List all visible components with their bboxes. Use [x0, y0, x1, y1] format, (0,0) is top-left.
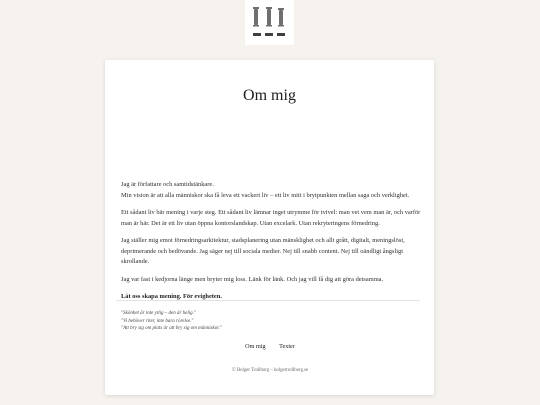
section-divider: [116, 300, 420, 301]
nav-item-om-mig[interactable]: Om mig: [245, 343, 266, 350]
quote-3: "Att bry sig om plats är att bry sig om människor.": [121, 326, 223, 332]
logo-icon[interactable]: [245, 0, 294, 45]
nav-item-texter[interactable]: Texter: [279, 343, 295, 350]
page-title: Om mig: [243, 87, 296, 104]
quote-list: [121, 310, 401, 333]
closing-statement: Låt oss skapa mening. För evigheten.: [121, 292, 222, 300]
footer-nav: [0, 343, 540, 350]
footer-copyright: © Holger Trollborg – holgertrollborg.se: [231, 368, 309, 373]
about-content: [121, 180, 426, 309]
paragraph-1: Jag är författare och samtidstänkare. Min vision är att alla människor ska få leva ett vackert liv – ett liv mitt i brytpunkten mellan saga och verklighet.: [121, 181, 410, 199]
paragraph-3: Jag ställer mig emot förnedringsarkitektur, stadsplanering utan mänsklighet och allt grått, digitalt, meningslöst, deprimerande och bedövande. Jag säger nej till sociala medier. Nej till snabb content. Nej till oändligt ångsligt skrollande.: [121, 236, 405, 266]
logo-columns-icon: [245, 0, 294, 45]
paragraph-2: Ett sådant liv bär mening i varje steg. Ett sådant liv lämnar inget utrymme för tvivel: man vet vem man är, och varför man är här. Det är ett liv utan öppna kontorslandskap. Utan excelark. Utan rekryteringens förnedring.: [121, 208, 421, 227]
quote-1: "Skönhet är inte ytlig – den är helig.": [121, 311, 197, 316]
quote-2: "Vi behöver riter, inte bara rörelse.": [121, 318, 194, 324]
paragraph-4: Jag var fast i kedjorna länge men bryter mig loss. Länk för länk. Och jag vill få dig att göra detsamma.: [121, 275, 384, 283]
